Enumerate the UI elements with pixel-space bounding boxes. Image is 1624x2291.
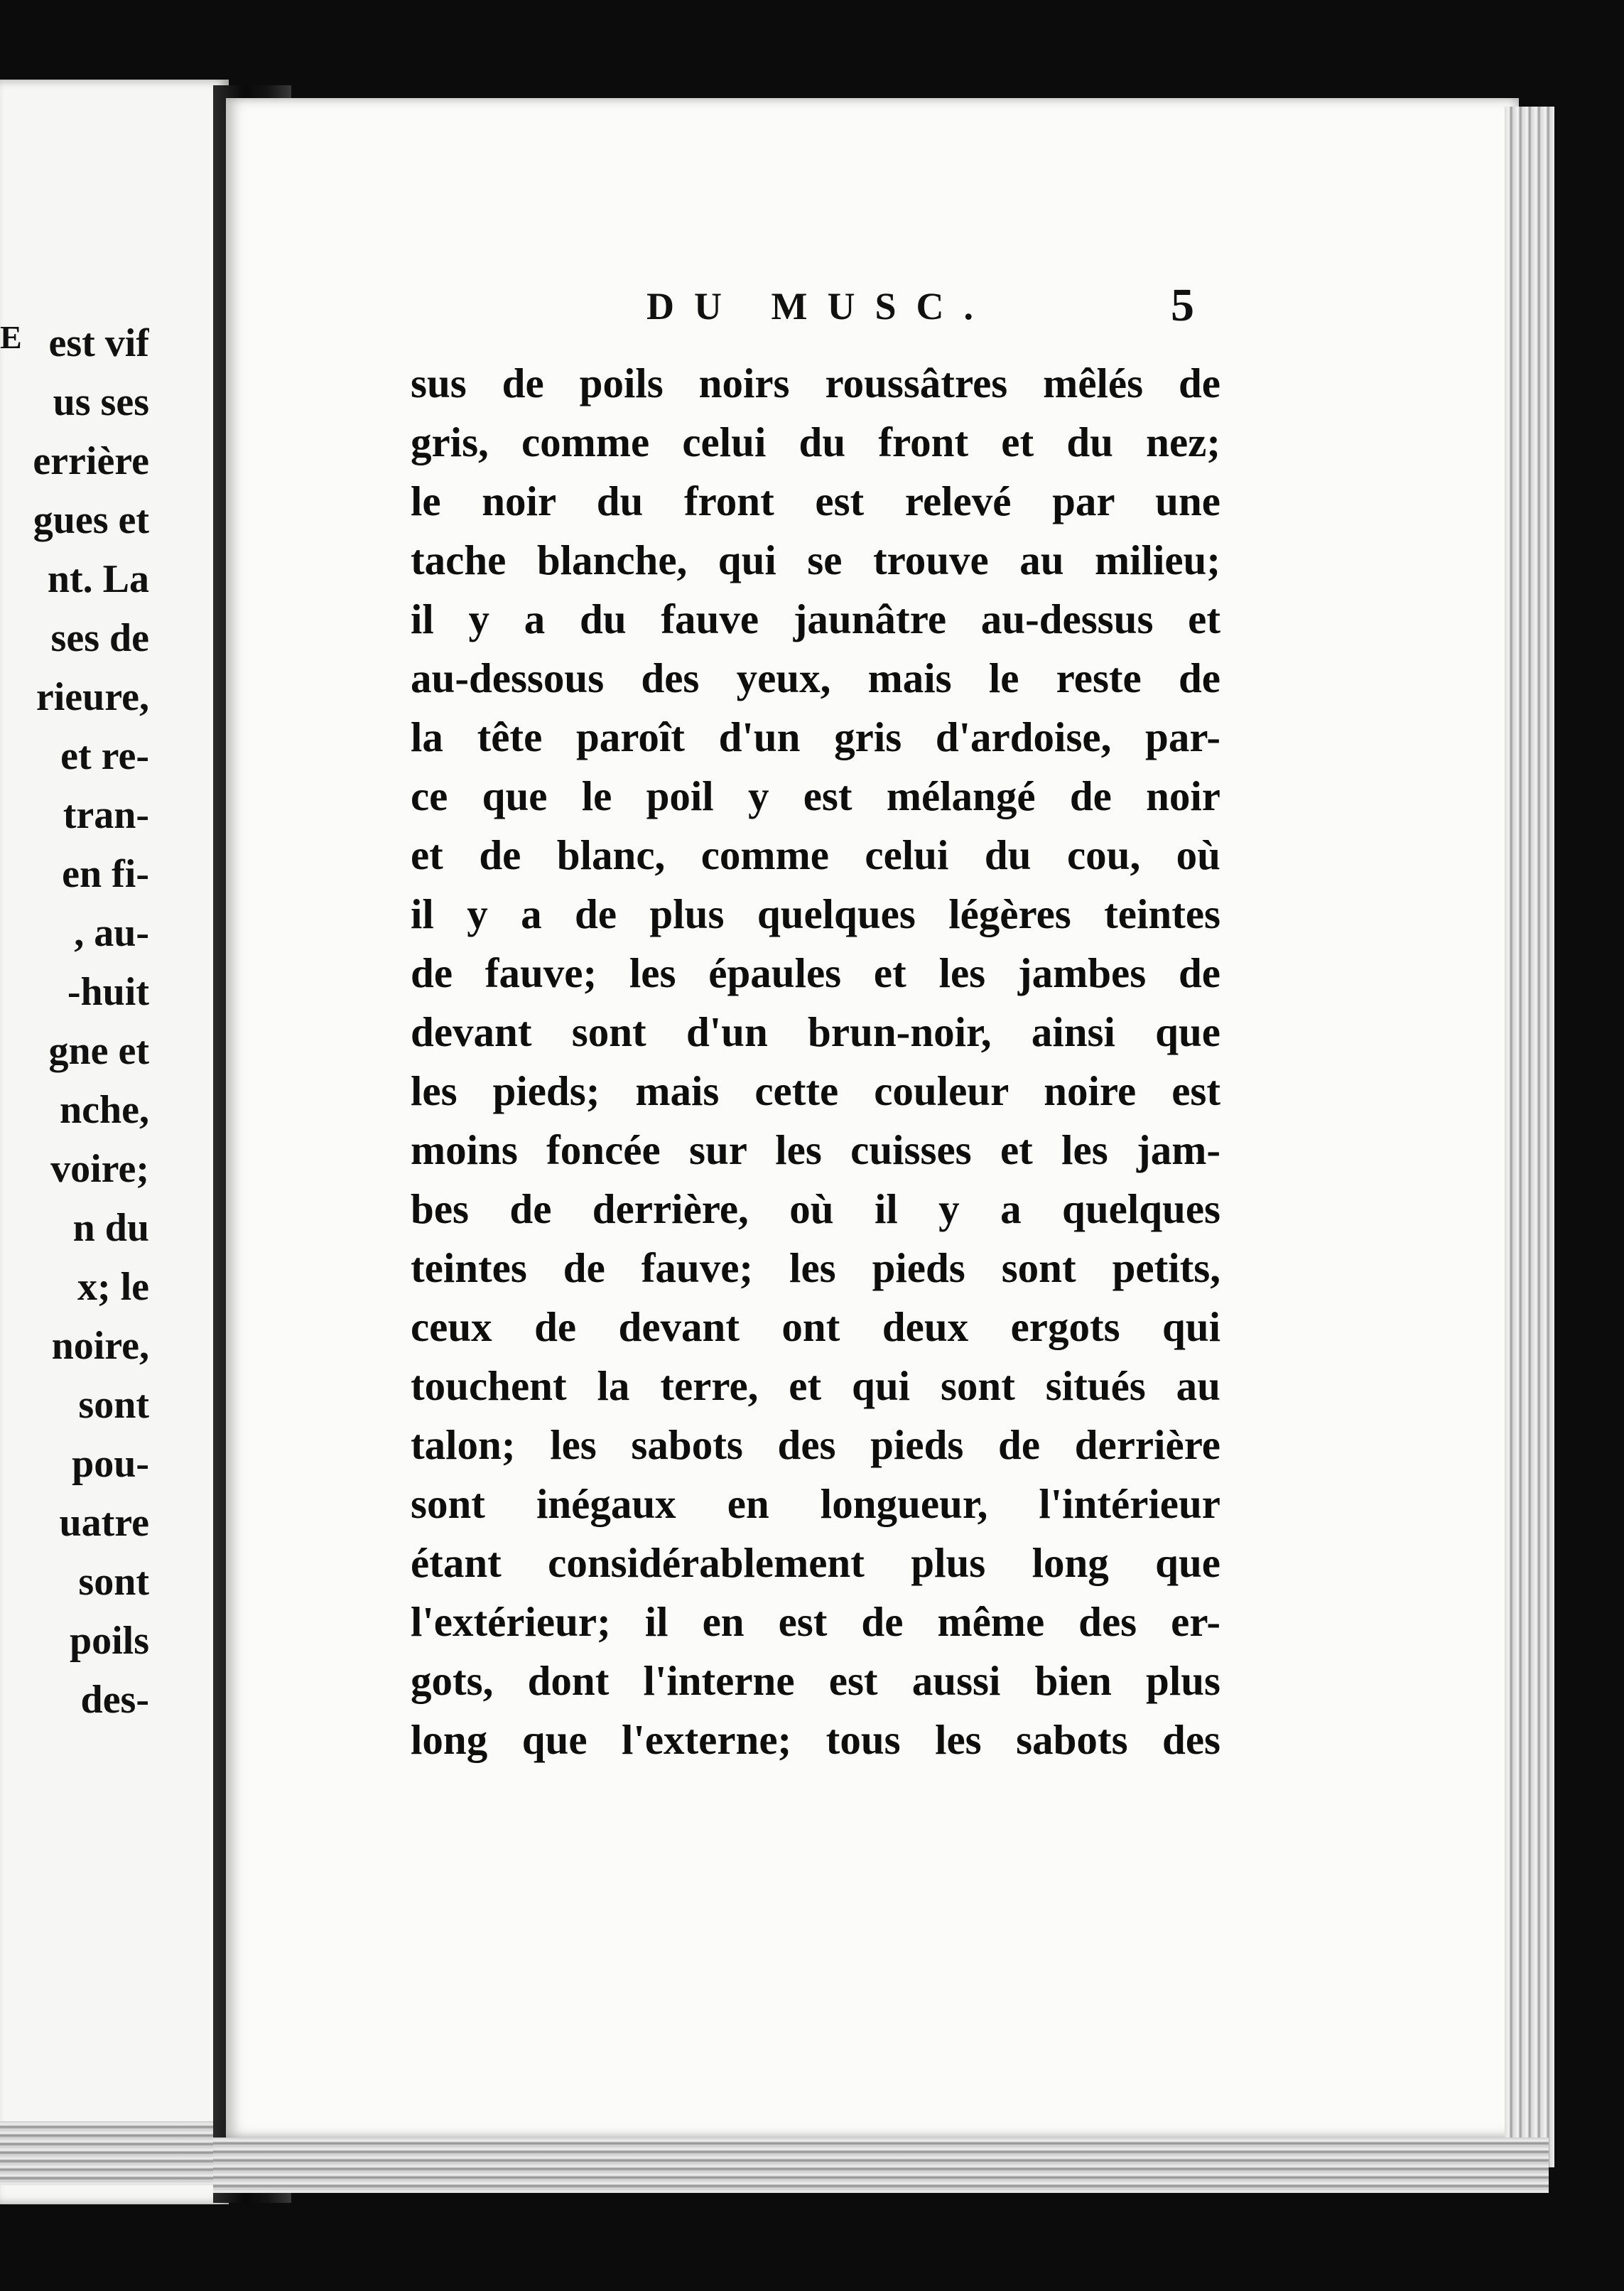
- left-text-line: nt. La: [47, 557, 149, 601]
- text-line: le noir du front est relevé par une: [411, 478, 1220, 524]
- body-text: [411, 354, 1220, 1769]
- text-line: gots, dont l'interne est aussi bien plus: [411, 1657, 1220, 1704]
- text-line: tache blanche, qui se trouve au milieu;: [411, 537, 1220, 583]
- left-text-line: gues et: [33, 498, 149, 542]
- left-text-line: tran-: [63, 793, 149, 837]
- left-text-line: -huit: [67, 970, 149, 1014]
- text-line: bes de derrière, où il y a quelques: [411, 1185, 1220, 1232]
- text-line: talon; les sabots des pieds de derrière: [411, 1421, 1220, 1468]
- left-text-line: ses de: [50, 616, 149, 660]
- text-line: moins foncée sur les cuisses et les jam-: [411, 1126, 1220, 1173]
- left-page-text: [0, 314, 149, 1730]
- left-text-line: gne et: [48, 1029, 149, 1073]
- left-text-line: , au-: [74, 911, 149, 955]
- text-line: et de blanc, comme celui du cou, où: [411, 831, 1220, 878]
- left-text-line: sont: [78, 1560, 149, 1604]
- text-line: touchent la terre, et qui sont situés au: [411, 1362, 1220, 1409]
- page-number: 5: [1171, 279, 1194, 331]
- text-line: au-dessous des yeux, mais le reste de: [411, 654, 1220, 701]
- left-text-line: uatre: [59, 1501, 149, 1545]
- left-text-line: errière: [33, 439, 149, 483]
- left-text-line: pou-: [72, 1442, 149, 1486]
- text-line: ceux de devant ont deux ergots qui: [411, 1303, 1220, 1350]
- left-text-line: est vif: [48, 321, 149, 365]
- text-line: l'extérieur; il en est de même des er-: [411, 1598, 1220, 1645]
- page-block-edge: [1505, 107, 1554, 2167]
- text-line: teintes de fauve; les pieds sont petits,: [411, 1244, 1220, 1291]
- text-line: la tête paroît d'un gris d'ardoise, par-: [411, 713, 1220, 760]
- left-text-line: rieure,: [36, 675, 149, 719]
- text-line: gris, comme celui du front et du nez;: [411, 419, 1220, 465]
- left-text-line: nche,: [60, 1088, 149, 1132]
- text-line: de fauve; les épaules et les jambes de: [411, 949, 1220, 996]
- text-line: devant sont d'un brun-noir, ainsi que: [411, 1008, 1220, 1055]
- left-text-line: noire,: [51, 1324, 149, 1368]
- left-page: [0, 80, 229, 2204]
- text-line: il y a du fauve jaunâtre au-dessus et: [411, 595, 1220, 642]
- left-text-line: des-: [80, 1678, 149, 1722]
- left-text-line: poils: [69, 1619, 149, 1663]
- left-text-line: voire;: [50, 1147, 149, 1191]
- left-text-line: n du: [72, 1206, 149, 1250]
- left-page-bottom-edge: [0, 2121, 227, 2185]
- left-text-line: x; le: [77, 1265, 149, 1309]
- left-text-line: us ses: [53, 380, 149, 424]
- text-line: sus de poils noirs roussâtres mêlés de: [411, 360, 1220, 406]
- page-bottom-edge: [213, 2138, 1549, 2193]
- text-line: ce que le poil y est mélangé de noir: [411, 772, 1220, 819]
- left-text-line: et re-: [60, 734, 149, 778]
- text-line: il y a de plus quelques légères teintes: [411, 890, 1220, 937]
- text-line: sont inégaux en longueur, l'intérieur: [411, 1480, 1220, 1527]
- text-line: long que l'externe; tous les sabots des: [411, 1716, 1220, 1763]
- left-text-line: sont: [78, 1383, 149, 1427]
- text-line: les pieds; mais cette couleur noire est: [411, 1067, 1220, 1114]
- text-line: étant considérablement plus long que: [411, 1539, 1220, 1586]
- running-head: DU MUSC.: [646, 285, 993, 328]
- left-text-line: en fi-: [62, 852, 149, 896]
- left-running-head-fragment: E: [0, 319, 22, 355]
